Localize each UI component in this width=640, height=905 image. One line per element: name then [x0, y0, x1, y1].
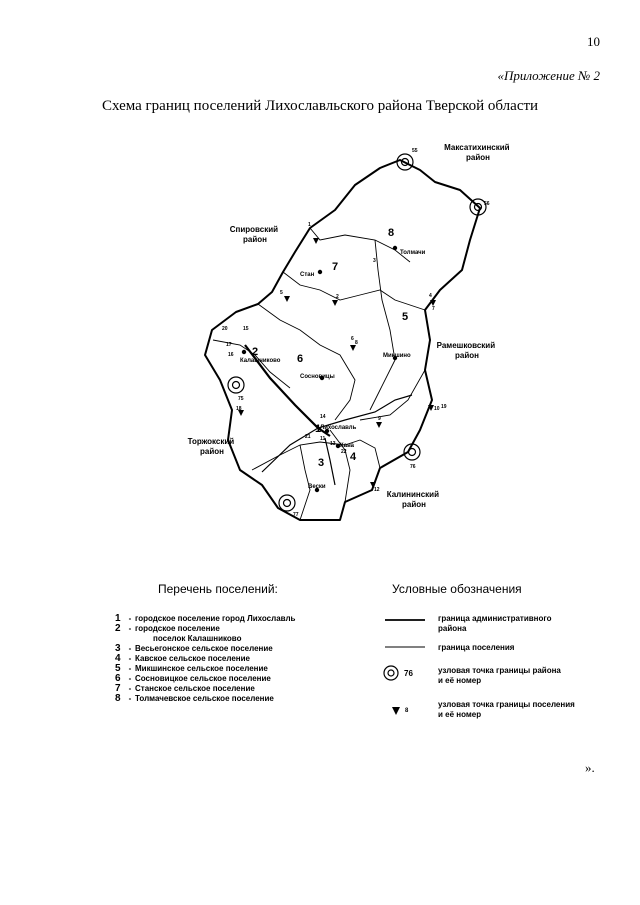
list-item: 3 - Весьегонское сельское поселение: [115, 643, 273, 654]
list-item: 8 - Толмачевское сельское поселение: [115, 693, 274, 704]
road-line: [262, 395, 412, 472]
svg-text:6: 6: [351, 336, 354, 342]
settlement-number-6: 6: [297, 353, 304, 365]
svg-text:2: 2: [336, 294, 339, 300]
place-kalashnikovo: Калашниково: [240, 358, 281, 364]
district-label-maksatikhinsky: Максатихинский район: [444, 143, 510, 162]
settlement-number-5: 5: [402, 311, 409, 323]
svg-text:3: 3: [373, 258, 376, 264]
district-node-markers: [228, 154, 486, 511]
svg-text:5: 5: [280, 290, 283, 296]
district-label-torzhoksky: Торжокский район: [187, 437, 235, 456]
svg-text:20: 20: [222, 326, 228, 332]
list-item: поселок Калашниково: [153, 634, 242, 643]
settlement-number-3: 3: [318, 457, 325, 469]
place-veski: Вески: [308, 484, 326, 490]
svg-text:55: 55: [412, 148, 418, 154]
svg-text:21: 21: [305, 434, 311, 440]
svg-text:1: 1: [308, 222, 311, 228]
svg-text:19: 19: [441, 404, 447, 410]
list-item: 5 - Микшинское сельское поселение: [115, 663, 268, 674]
place-kava: Кава: [340, 443, 355, 449]
svg-text:8: 8: [355, 340, 358, 346]
svg-text:75: 75: [238, 396, 244, 402]
district-label-rameshkovsky: Рамешковский район: [436, 341, 496, 360]
list-item: 6 - Сосновицкое сельское поселение: [115, 673, 271, 684]
settlement-number-4: 4: [350, 451, 357, 463]
district-node-75: [228, 377, 244, 393]
svg-text:11: 11: [320, 436, 326, 442]
page-title: Схема границ поселений Лихославльского района Тверской области: [101, 98, 539, 114]
page-number: 10: [587, 34, 600, 49]
svg-text:9: 9: [378, 416, 381, 422]
svg-text:8: 8: [405, 708, 409, 714]
svg-text:56: 56: [484, 201, 490, 207]
settlement-number-8: 8: [388, 227, 395, 239]
place-likhoslavl: Лихославль: [320, 425, 357, 431]
svg-text:76: 76: [410, 464, 416, 470]
svg-text:4: 4: [429, 293, 432, 299]
district-boundary: [205, 160, 480, 520]
legend-district-node-label: узловая точка границы района и её номер: [438, 666, 561, 685]
place-mishino: Микшино: [383, 353, 411, 359]
svg-text:76: 76: [404, 669, 413, 678]
closing-quote: ».: [585, 760, 595, 775]
list-item: 1 - городское поселение город Лихославль: [115, 613, 296, 624]
settlements-list-heading: Перечень поселений:: [158, 582, 278, 596]
legend-heading: Условные обозначения: [392, 582, 522, 596]
list-item: 4 - Кавское сельское поселение: [115, 653, 250, 664]
place-sosnovitsy: Сосновицы: [300, 374, 335, 380]
legend-settlement-node-label: узловая точка границы поселения и её номер: [438, 700, 575, 719]
svg-text:10: 10: [434, 406, 440, 412]
list-item: 7 - Станское сельское поселение: [115, 683, 255, 694]
place-stan: Стан: [300, 272, 315, 278]
settlement-node-icon: [392, 707, 400, 715]
appendix-label: «Приложение № 2: [497, 68, 600, 83]
svg-text:77: 77: [293, 512, 299, 518]
settlement-number-1: 1: [315, 423, 322, 435]
district-node-77: [279, 495, 295, 511]
legend-settlement-boundary-label: граница поселения: [438, 643, 515, 652]
list-item: 2 - городское поселение: [115, 623, 220, 634]
district-label-kalininsky: Калининский район: [386, 490, 440, 509]
settlement-numbers: [252, 227, 408, 469]
svg-text:7: 7: [432, 306, 435, 312]
svg-text:13: 13: [330, 441, 336, 447]
district-node-numbers: [238, 148, 490, 518]
svg-text:12: 12: [374, 487, 380, 493]
svg-text:22: 22: [341, 449, 347, 455]
legend-admin-boundary-label: граница административного района: [438, 614, 552, 633]
district-label-spirovsky: Спировский район: [229, 225, 279, 244]
svg-text:15: 15: [243, 326, 249, 332]
district-node-icon: [384, 666, 398, 680]
settlements-list: [115, 614, 295, 704]
settlement-number-7: 7: [332, 261, 339, 273]
svg-text:18: 18: [236, 406, 242, 412]
svg-text:17: 17: [226, 342, 232, 348]
place-tolmachi: Толмачи: [400, 250, 426, 256]
svg-text:16: 16: [228, 352, 234, 358]
settlement-number-2: 2: [252, 346, 259, 358]
svg-text:14: 14: [320, 414, 326, 420]
settlement-centres: [242, 246, 397, 492]
